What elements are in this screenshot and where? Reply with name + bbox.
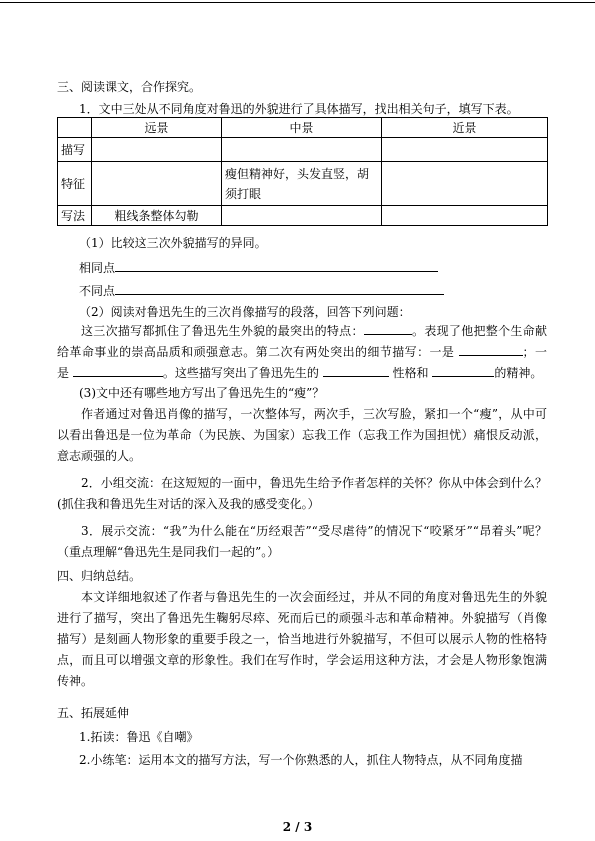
cell-near [382,138,548,162]
table-header-row [58,118,548,138]
extension-item-1: 1.拓读：鲁迅《自嘲》 [79,730,199,744]
cell-far: 粗线条整体勾勒 [92,206,222,226]
diff-points-blank[interactable] [115,282,444,295]
sub-question-3: (3)文中还有哪些地方写出了鲁迅先生的“瘦”？ [79,386,325,400]
cell-mid: 瘦但精神好，头发直竖，胡须打眼 [222,162,382,206]
fill-text-c: ；一是 [57,345,547,380]
question-2: 2．小组交流：在这短短的一面中，鲁迅先生给予作者怎样的关怀？你从中体会到什么？(抓住我和鲁迅先生对话的深入及我的感受变化。） [57,476,547,511]
fill-blank-5[interactable] [432,364,494,377]
fill-text-b: 。表现了他把整个生命献给革命事业的崇高品质和顽强意志。第二次有两处突出的细节描写：一是 [57,324,547,359]
fill-text-a: 这三次描写都抓住了鲁迅先生外貌的最突出的特点： [81,324,364,338]
section4-heading: 四、归纳总结。 [57,569,142,583]
fill-text-e: 性格和 [392,366,429,380]
question-3: 3．展示交流：“我”为什么能在“历经艰苦”“受尽虐待”的情况下“咬紧牙”“昂着头”呢？（重点理解“鲁迅先生是同我们一起的”。） [57,524,547,559]
top-border [0,2,595,3]
extension-item-2: 2.小练笔：运用本文的描写方法，写一个你熟悉的人，抓住人物特点，从不同角度描 [79,753,523,767]
sub-question-1: （1）比较这三次外貌描写的异同。 [79,236,267,250]
fill-text-d: 。这些描写突出了鲁迅先生的 [162,366,319,380]
diff-points-label: 不同点 [79,284,116,298]
section5-heading: 五、拓展延伸 [57,706,130,720]
table-header-empty [58,118,92,138]
section3-heading: 三、阅读课文，合作探究。 [57,80,202,94]
fill-blank-3[interactable] [73,364,163,377]
cell-mid [222,206,382,226]
cell-far [92,162,222,206]
fill-blank-2[interactable] [459,343,523,356]
same-points-label: 相同点 [79,261,116,275]
table-row [58,138,548,162]
cell-mid [222,138,382,162]
table-header-mid: 中景 [222,118,382,138]
table-row [58,206,548,226]
table-header-far: 远景 [92,118,222,138]
same-points-blank[interactable] [115,259,438,272]
diff-points-row [79,282,569,299]
cell-near [382,206,548,226]
fill-text-f: 的精神。 [494,366,543,380]
row-label: 写法 [58,206,92,226]
table-header-near: 近景 [382,118,548,138]
row-label: 描写 [58,138,92,162]
appearance-table [57,117,548,226]
answer-paragraph-thin: 作者通过对鲁迅肖像的描写，一次整体写，两次手，三次写脸，紧扣一个“瘦”，从中可以看出鲁迅是一位为革命（为民族、为国家）忘我工作（忘我工作为国担忧）痛恨反动派，意志顽强的人。 [57,407,547,463]
question-1: 1．文中三处从不同角度对鲁迅的外貌进行了具体描写，找出相关句子，填写下表。 [79,102,519,116]
summary-paragraph: 本文详细地叙述了作者与鲁迅先生的一次会面经过，并从不同的角度对鲁迅先生的外貌进行了描写，突出了鲁迅先生鞠躬尽瘁、死而后已的顽强斗志和革命精神。外貌描写（肖像描写）是刻画人物形象的重要手段之一，恰当地进行外貌描写，不但可以展示人物的性格特点，而且可以增强文章的形象性。我们在写作时，学会运用这种方法，才会是人物形象饱满传神。 [57,590,547,688]
fill-blank-4[interactable] [323,364,389,377]
cell-near [382,162,548,206]
cell-far [92,138,222,162]
fill-blank-1[interactable] [364,322,412,335]
page-number: 2 / 3 [282,820,313,834]
table-row [58,162,548,206]
fill-in-paragraph [57,321,547,384]
sub-question-2: （2）阅读对鲁迅先生的三次肖像描写的段落，回答下列问题： [79,305,411,319]
row-label: 特征 [58,162,92,206]
same-points-row [79,259,569,276]
